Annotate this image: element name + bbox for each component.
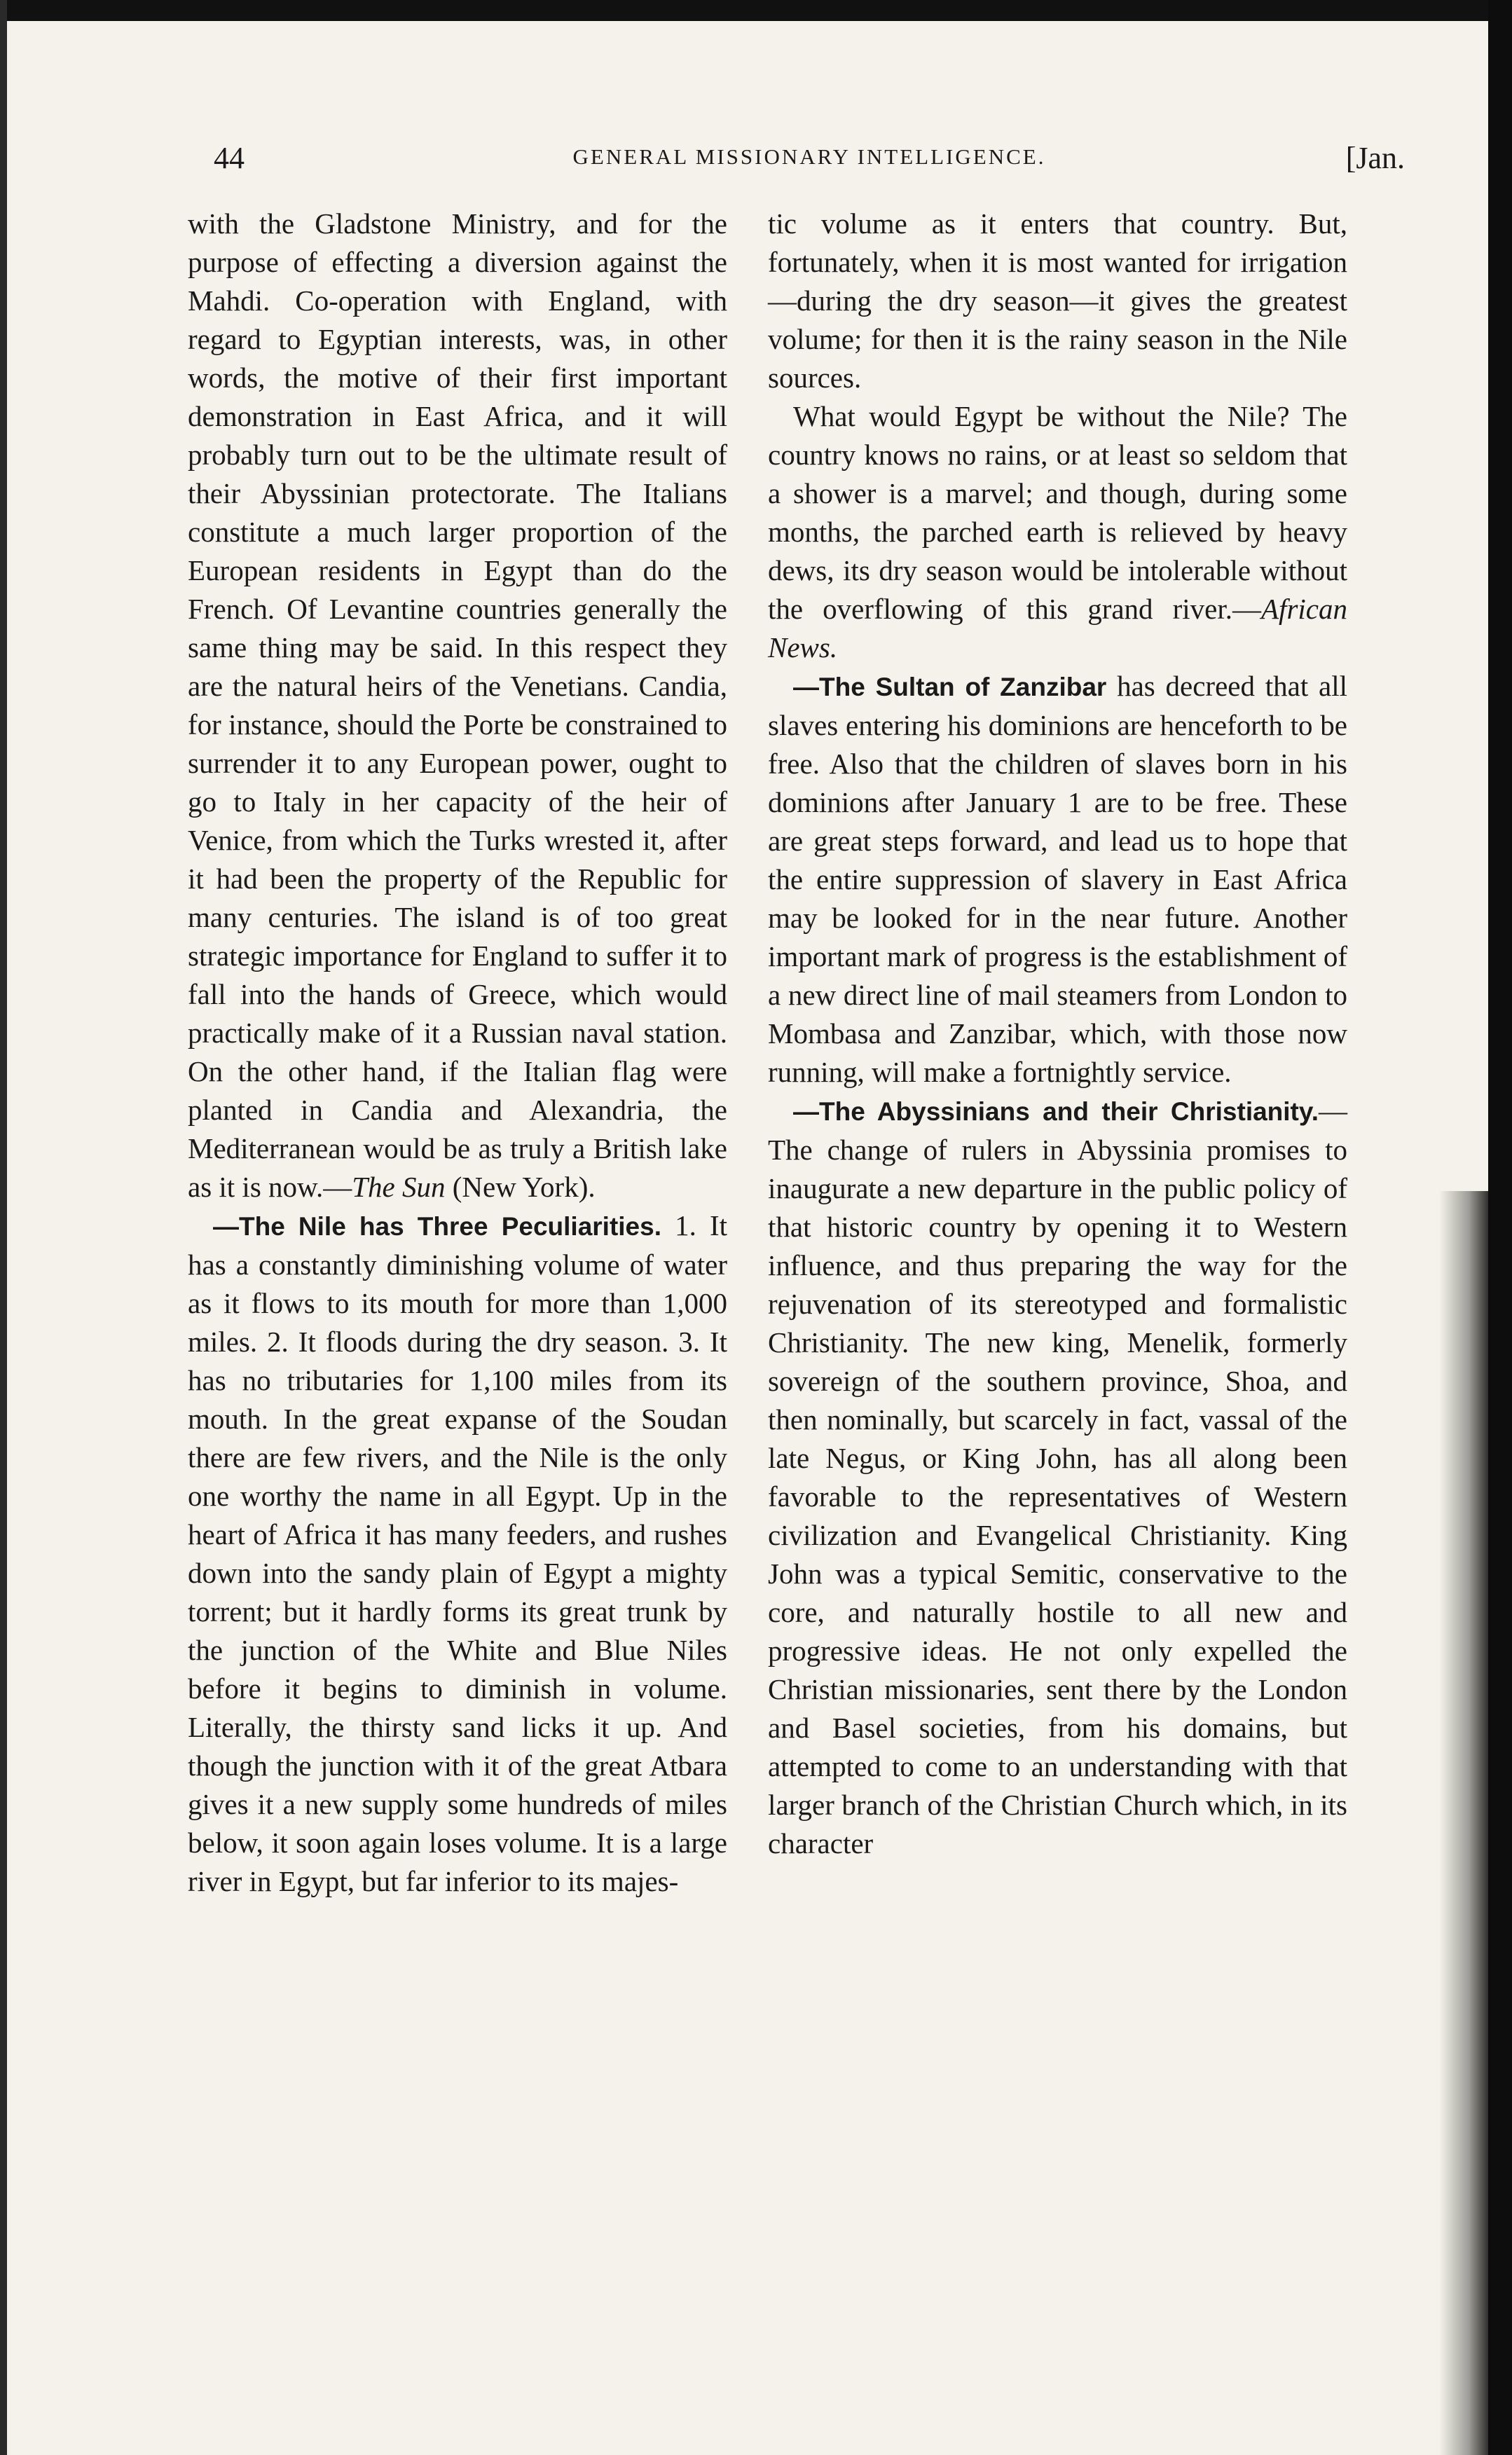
right-column — [768, 205, 1347, 1863]
paragraph-text: has decreed that all slaves entering his dominions are henceforth to be free. Also that the children of slaves born in his dominions after January 1 are to be free. These are great steps forward, and lead us to hope that the entire suppression of slavery in East Africa may be looked for in the near future. Another important mark of progress is the establishment of a new direct line of mail steamers from London to Mombasa and Zanzibar, which, with those now running, will make a fortnightly service. — [768, 670, 1347, 1088]
paragraph-egypt-without-nile — [768, 397, 1347, 667]
page-number: 44 — [214, 141, 245, 175]
source-citation: African News. — [768, 593, 1347, 663]
scan-left-border — [0, 0, 7, 2455]
paragraph-heading: —The Abyssinians and their Christianity. — [793, 1097, 1319, 1126]
scan-right-border — [1488, 0, 1512, 2455]
paragraph-nile-peculiarities — [188, 1206, 727, 1901]
left-column — [188, 205, 727, 1901]
paragraph-sultan-zanzibar — [768, 667, 1347, 1092]
paragraph-heading: —The Nile has Three Peculiarities. — [213, 1212, 661, 1241]
paragraph-text: 1. It has a constantly diminishing volume of water as it flows to its mouth for more than 1,000 miles. 2. It floods during the dry season. 3. It has no tributaries for 1,100 miles from its mouth. In the great expanse of the Soudan there are few rivers, and the Nile is the only one worthy the name in all Egypt. Up in the heart of Africa it has many feeders, and rushes down into the sandy plain of Egypt a mighty torrent; but it hardly forms its great trunk by the junction of the White and Blue Niles before it begins to diminish in volume. Literally, the thirsty sand licks it up. And though the junction with it of the great Atbara gives it a new supply some hundreds of miles below, it soon again loses volume. It is a large river in Egypt, but far inferior to its majes- — [188, 1209, 727, 1897]
scan-binding-shadow — [1439, 1191, 1488, 2455]
issue-month: [Jan. — [1345, 141, 1405, 175]
source-suffix: (New York). — [445, 1171, 596, 1203]
paragraph-text: tic volume as it enters that country. But, fortunately, when it is most wanted for irrigation—during the dry season—it gives the greatest volume; for then it is the rainy season in the Nile sources. — [768, 207, 1347, 394]
running-title: GENERAL MISSIONARY INTELLIGENCE. — [572, 144, 1046, 169]
paragraph-abyssinians — [768, 1092, 1347, 1863]
paragraph-nile-continued — [768, 205, 1347, 397]
paragraph-text: with the Gladstone Ministry, and for the purpose of effecting a diversion against the Mahdi. Co-operation with England, with regard to Egyptian interests, was, in other words, the motive of their first important demonstration in East Africa, and it will probably turn out to be the ultimate result of their Abyssinian protectorate. The Italians constitute a much larger proportion of the European residents in Egypt than do the French. Of Levantine countries generally the same thing may be said. In this respect they are the natural heirs of the Venetians. Candia, for instance, should the Porte be constrained to surrender it to any European power, ought to go to Italy in her capacity of the heir of Venice, from which the Turks wrested it, after it had been the property of the Republic for many centuries. The island is of too great strategic importance for England to suffer it to fall into the hands of Greece, which would practically make of it a Russian naval station. On the other hand, if the Italian flag were planted in Candia and Alexandria, the Mediterranean would be as truly a British lake as it is now.— — [188, 207, 727, 1203]
paragraph-italy-egypt — [188, 205, 727, 1206]
paragraph-heading: —The Sultan of Zanzibar — [793, 673, 1107, 701]
page-header — [214, 140, 1405, 182]
paragraph-text: —The change of rulers in Abyssinia promises to inaugurate a new departure in the public policy of that historic country by opening it to Western influence, and thus preparing the way for the rejuvenation of its stereotyped and formalistic Christianity. The new king, Menelik, formerly sovereign of the southern province, Shoa, and then nominally, but scarcely in fact, vassal of the late Negus, or King John, has all along been favorable to the representatives of Western civilization and Evangelical Christianity. King John was a typical Semitic, conservative to the core, and naturally hostile to all new and progressive ideas. He not only expelled the Christian missionaries, sent there by the London and Basel societies, from his domains, but attempted to come to an understanding with that larger branch of the Christian Church which, in its character — [768, 1094, 1347, 1859]
source-citation: The Sun — [352, 1171, 446, 1203]
scan-top-border — [0, 0, 1512, 21]
paragraph-text: What would Egypt be without the Nile? The country knows no rains, or at least so seldom that a shower is a marvel; and though, during some months, the parched earth is relieved by heavy dews, its dry season would be intolerable without the overflowing of this grand river.— — [768, 400, 1347, 625]
